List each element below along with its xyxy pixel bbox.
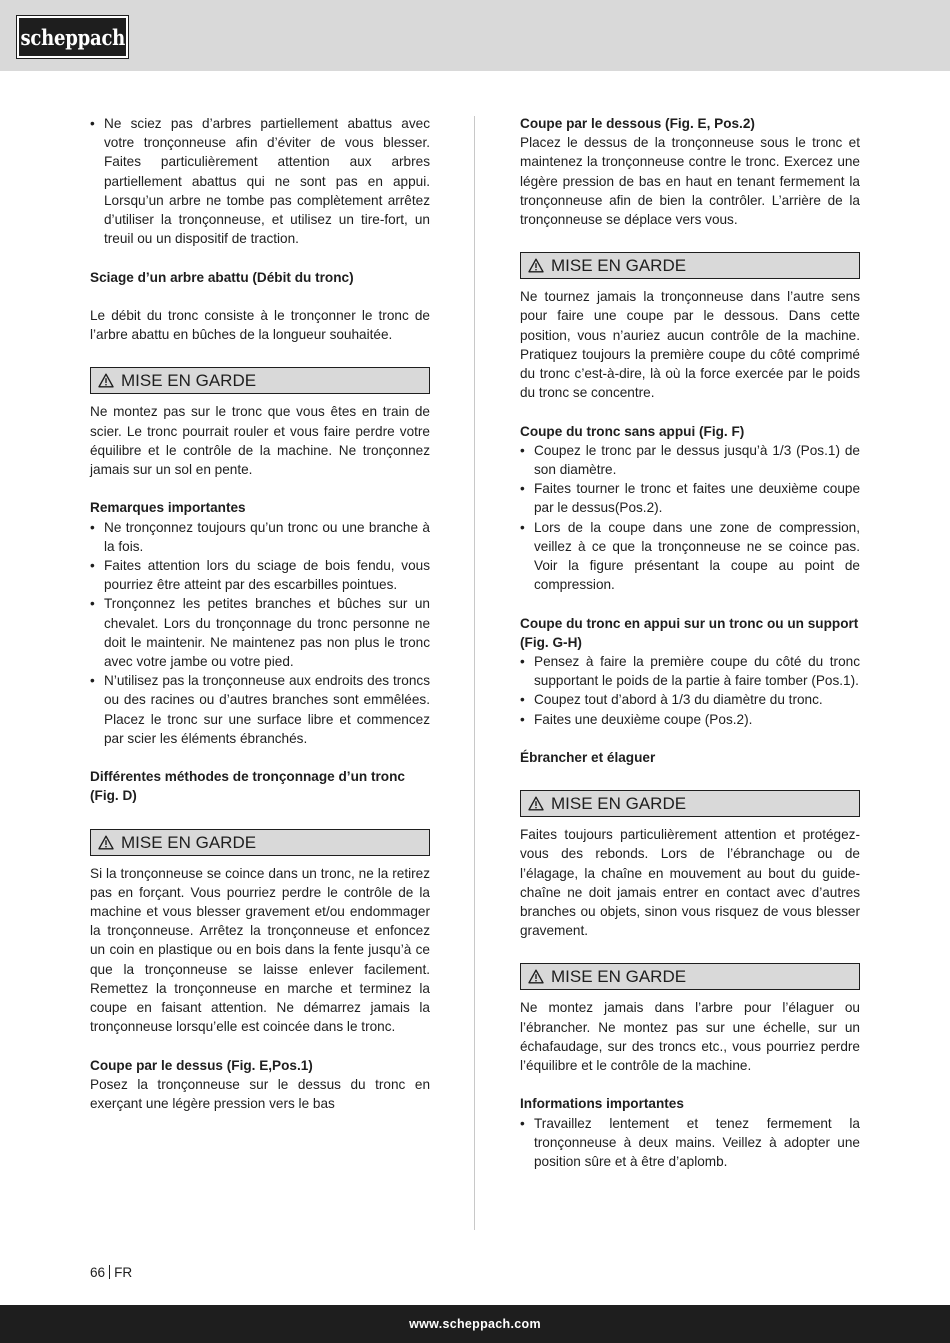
warning-box — [520, 790, 860, 817]
list-item: • Tronçonnez les petites branches et bûches sur un chevalet. Lors du tronçonnage du tronc personne ne doit le maintenir. Ne maintenez pas non plus le tronc avec votre jambe ou votre pied. — [90, 594, 430, 671]
section-heading: Coupe du tronc en appui sur un tronc ou un support (Fig. G-H) — [520, 615, 859, 650]
list-item: • Ne tronçonnez toujours qu’un tronc ou une branche à la fois. — [90, 518, 430, 556]
list-item: • Faites une deuxième coupe (Pos.2). — [520, 710, 860, 729]
column-divider — [474, 116, 475, 1230]
warning-triangle-icon — [528, 258, 545, 273]
paragraph: Ne montez pas sur le tronc que vous êtes en train de scier. Le tronc pourrait rouler et vous faire perdre votre équilibre et le contrôle de la machine. Ne tronçonnez jamais sur un sol en pente. — [90, 404, 430, 478]
remarks-list — [90, 518, 430, 748]
paragraph: Si la tronçonneuse se coince dans un tronc, ne la retirez pas en forçant. Vous pourriez perdre le contrôle de la machine et vous blesser gravement et/ou endommager la tronçonneuse. Arrêtez la tronçonneuse et enfoncez un coin en plastique ou en bois dans la fente jusqu’à ce que la tronçonneuse se laisse enlever facilement. Remettez la tronçonneuse en marche et terminez la coupe en faisant attention. Ne démarrez jamais la tronçonneuse lorsqu’elle est coincée dans le tronc. — [90, 865, 430, 1035]
warning-title: MISE EN GARDE — [121, 832, 257, 852]
support-cut-list — [520, 652, 860, 729]
right-column — [520, 114, 860, 1171]
list-item: • Faites attention lors du sciage de bois fendu, vous pourriez être atteint par des escarbilles pointues. — [90, 556, 430, 594]
list-item: • Travaillez lentement et tenez fermement la tronçonneuse à deux mains. Veillez à adopter une position sûre et à être d’aplomb. — [520, 1114, 860, 1172]
language-code: FR — [114, 1265, 133, 1280]
warning-triangle-icon — [528, 796, 545, 811]
warning-triangle-icon — [98, 835, 115, 850]
section-heading: Coupe par le dessous (Fig. E, Pos.2) — [520, 116, 755, 131]
scheppach-logo — [17, 16, 128, 58]
website-link[interactable]: www.scheppach.com — [409, 1317, 541, 1331]
paragraph: Le débit du tronc consiste à le tronçonner le tronc de l’arbre abattu en bûches de la longueur souhaitée. — [90, 308, 430, 343]
logo-text: scheppach — [20, 24, 125, 50]
list-item: • Pensez à faire la première coupe du côté du tronc supportant le poids de la partie à faire tomber (Pos.1). — [520, 652, 860, 690]
list-item: • Faites tourner le tronc et faites une deuxième coupe par le dessus(Pos.2). — [520, 479, 860, 517]
list-item: • N’utilisez pas la tronçonneuse aux endroits des troncs ou des racines ou d’autres branches sont emmêlées. Placez le tronc sur une surface libre et commencez par scier les éléments ébranchés. — [90, 671, 430, 748]
section-heading: Sciage d’un arbre abattu (Débit du tronc) — [90, 269, 354, 285]
paragraph: Ne montez jamais dans l’arbre pour l’élaguer ou l’ébrancher. Ne montez pas sur une échelle, sur un échafaudage, sur des troncs etc., vous pourriez perdre l’équilibre et le contrôle de la machine. — [520, 1000, 860, 1074]
section-heading: Coupe par le dessus (Fig. E,Pos.1) — [90, 1057, 313, 1073]
footer-bar — [0, 1305, 950, 1343]
section-heading: Informations importantes — [520, 1096, 684, 1112]
left-column — [90, 114, 430, 1113]
warning-triangle-icon — [528, 969, 545, 984]
warning-box — [520, 963, 860, 990]
info-list — [520, 1114, 860, 1172]
warning-box — [90, 367, 430, 394]
page-number: 66 — [90, 1265, 106, 1280]
page-footer — [90, 1265, 132, 1280]
section-heading: Ébrancher et élaguer — [520, 750, 656, 766]
warning-title: MISE EN GARDE — [121, 371, 257, 391]
section-heading: Différentes méthodes de tronçonnage d’un tronc (Fig. D) — [90, 769, 405, 804]
paragraph: Posez la tronçonneuse sur le dessus du tronc en exerçant une légère pression vers le bas — [90, 1076, 430, 1112]
intro-list — [90, 114, 430, 248]
list-item: • Lors de la coupe dans une zone de compression, veillez à ce que la tronçonneuse ne se coince pas. Voir la figure présentant la coupe au point de compression. — [520, 518, 860, 595]
paragraph: Placez le dessus de la tronçonneuse sous le tronc et maintenez la tronçonneuse contre le tronc. Exercez une légère pression de bas en haut en tenant fermement la tronçonneuse afin de bien la contrôler. L’arrière de la tronçonneuse se déplace vers vous. — [520, 135, 860, 228]
list-item: • Coupez le tronc par le dessus jusqu’à 1/3 (Pos.1) de son diamètre. — [520, 441, 860, 479]
warning-box — [90, 829, 430, 856]
warning-box — [520, 252, 860, 279]
list-item: • Ne sciez pas d’arbres partiellement abattus avec votre tronçonneuse afin d’éviter de vous blesser. Faites particulièrement attention aux arbres partiellement abattus qui ne sont pas en appui. Lorsqu’un arbre ne tombe pas complètement arrêtez d’utiliser la tronçonneuse, et utilisez un tire-fort, un treuil ou un dispositif de traction. — [90, 114, 430, 248]
list-item: • Coupez tout d’abord à 1/3 du diamètre du tronc. — [520, 690, 860, 709]
section-heading: Coupe du tronc sans appui (Fig. F) — [520, 423, 745, 439]
warning-title: MISE EN GARDE — [551, 967, 687, 987]
paragraph: Faites toujours particulièrement attention et protégez-vous des rebonds. Lors de l’ébranchage ou de l’élagage, la chaîne en mouvement au bout du guide-chaîne ne doit jamais entrer en contact avec d’autres branches ou objets, sinon vous risquez de vous blesser gravement. — [520, 827, 860, 939]
warning-title: MISE EN GARDE — [551, 794, 687, 814]
cut-list — [520, 441, 860, 595]
section-heading: Remarques importantes — [90, 500, 246, 516]
header-bar — [0, 0, 950, 71]
warning-title: MISE EN GARDE — [551, 256, 687, 276]
paragraph: Ne tournez jamais la tronçonneuse dans l’autre sens pour faire une coupe par le dessous. Dans cette position, vous n’auriez aucun contrôle de la machine. Pratiquez toujours la première coupe du côté comprimé du tronc c’est-à-dire, là où la force exercée par le poids du tronc se concentre. — [520, 289, 860, 401]
footer-separator — [109, 1265, 110, 1279]
warning-triangle-icon — [98, 373, 115, 388]
